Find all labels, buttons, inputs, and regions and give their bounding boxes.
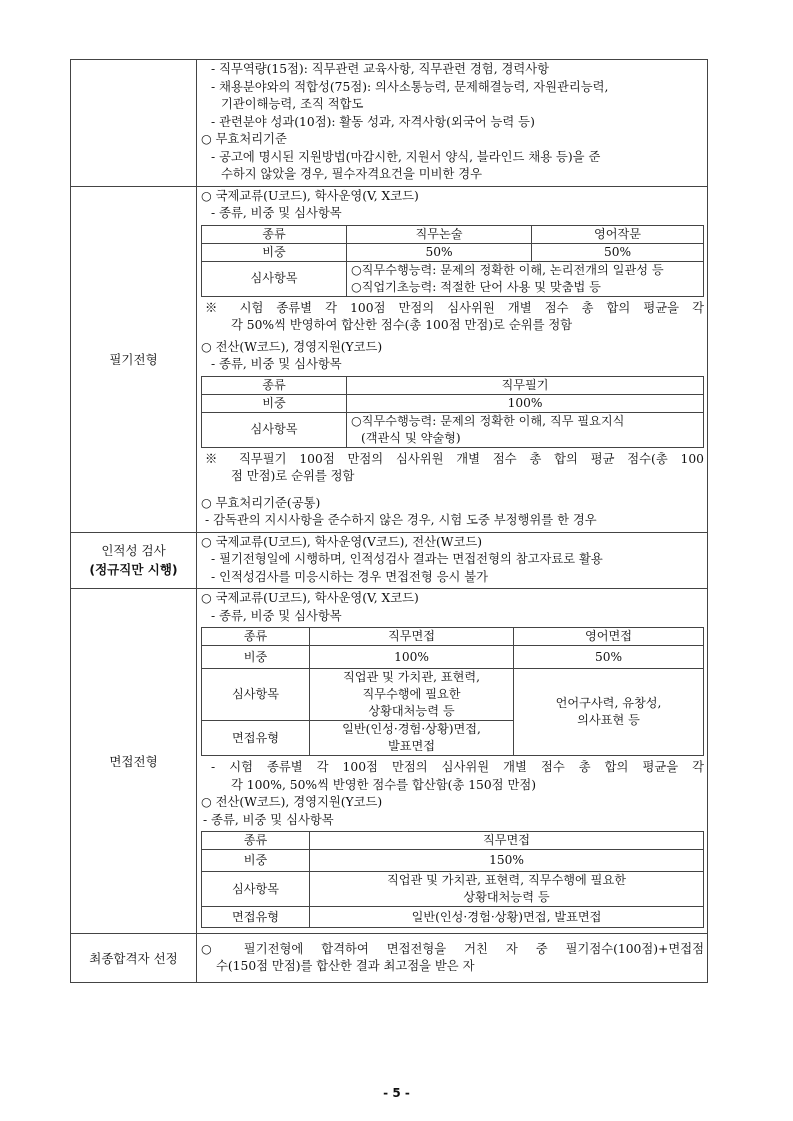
table-cell: 비중 [202,646,310,669]
note-line: 점 만점)로 순위를 정함 [231,469,355,483]
table-cell-items [310,872,704,907]
table-header-cell: 직무논술 [347,225,532,243]
label-line: 인적성 검사 [101,543,166,559]
table-header-cell: 영어면접 [514,628,704,646]
recruitment-table [70,59,708,983]
table-header-cell: 영어작문 [532,225,704,243]
final-selection-label: 최종합격자 선정 [71,934,197,983]
section-subheading: - 종류, 비중 및 심사항목 [203,812,334,827]
text-line: 발표면접 [387,739,436,753]
text-line: ○직무수행능력: 문제의 정확한 이해, 논리전개의 일관성 등 [351,262,664,277]
text-line: 직업관 및 가치관, 표현력, [342,670,481,684]
page-number: - 5 - [383,1086,410,1100]
document-review-label [71,60,197,187]
interview-label: 면접전형 [71,589,197,934]
final-selection-row [71,934,708,983]
text-line: 상황대처능력 등 [463,890,550,904]
text-line: - 필기전형일에 시행하며, 인적성검사 결과는 면접전형의 참고자료로 활용 [211,552,603,566]
table-cell: 100% [310,646,514,669]
note-line: ※ 시험 종류별 각 100점 만점의 심사위원 개별 점수 총 합의 평균을 각 [205,300,704,315]
table-cell: 면접유형 [202,721,310,756]
section-heading: ○ 전산(W코드), 경영지원(Y코드) [201,339,383,354]
written-exam-content [197,186,708,532]
table-cell: 50% [514,646,704,669]
text-line: ○직업기초능력: 적절한 단어 사용 및 맞춤법 등 [351,279,601,294]
table-cell-english [514,669,704,756]
section-heading: ○ 전산(W코드), 경영지원(Y코드) [201,795,383,809]
personality-test-label [71,532,197,589]
text-line: - 인적성검사를 미응시하는 경우 면접전형 응시 불가 [211,569,489,584]
text-line: 의사표현 등 [577,713,640,727]
table-cell: 비중 [202,243,347,261]
document-review-row [71,60,708,187]
table-cell: 150% [310,850,704,872]
table-cell: 면접유형 [202,907,310,928]
personality-test-row [71,532,708,589]
table-cell: 50% [347,243,532,261]
section-heading: ○ 국제교류(U코드), 학사운영(V코드), 전산(W코드) [201,534,483,549]
interview-content [197,589,708,934]
table-cell: 일반(인성·경험·상황)면접, 발표면접 [310,907,704,928]
table-cell: 50% [532,243,704,261]
interview-a-table [201,627,704,756]
table-header-cell: 직무면접 [310,832,704,850]
section-heading: ○ 국제교류(U코드), 학사운영(V, X코드) [201,591,419,605]
table-cell-items [347,261,704,296]
interview-row [71,589,708,934]
text-line: 상황대처능력 등 [368,704,455,718]
text-line: (객관식 및 약술형) [361,430,461,445]
label-line: (정규직만 시행) [89,562,178,578]
note-line: 각 100%, 50%씩 반영한 점수를 합산함(총 150점 만점) [231,777,537,792]
table-header-cell: 직무면접 [310,628,514,646]
table-cell: 비중 [202,394,347,412]
section-subheading: - 종류, 비중 및 심사항목 [211,608,342,623]
table-cell: 심사항목 [202,669,310,721]
text-line: 일반(인성·경험·상황)면접, [342,722,481,736]
text-line: - 공고에 명시된 지원방법(마감시한, 지원서 양식, 블라인드 채용 등)을 준 [211,149,601,164]
section-subheading: - 종류, 비중 및 심사항목 [211,357,342,371]
table-header-cell: 종류 [202,225,347,243]
written-a-table [201,225,704,297]
text-line: 기관이해능력, 조직 적합도 [221,97,364,111]
table-cell: 심사항목 [202,261,347,296]
text-line: - 관련분야 성과(10점): 활동 성과, 자격사항(외국어 능력 등) [211,114,535,129]
section-subheading: - 종류, 비중 및 심사항목 [211,206,342,220]
table-header-cell: 종류 [202,628,310,646]
text-line: 언어구사력, 유창성, [555,696,662,710]
text-line: 수하지 않았을 경우, 필수자격요건을 미비한 경우 [221,167,483,181]
written-exam-row [71,186,708,532]
interview-b-table [201,831,704,928]
note-line: 각 50%씩 반영하여 합산한 점수(총 100점 만점)로 순위를 정함 [231,318,573,332]
text-line: ○직무수행능력: 문제의 정확한 이해, 직무 필요지식 [351,413,625,428]
written-exam-label: 필기전형 [71,186,197,532]
text-line: ○ 필기전형에 합격하여 면접전형을 거친 자 중 필기점수(100점)+면접점 [201,941,704,956]
note-line: ※ 직무필기 100점 만점의 심사위원 개별 점수 총 합의 평균 점수(총 100 [205,451,704,466]
table-cell-type [310,721,514,756]
table-header-cell: 종류 [202,832,310,850]
text-line: ○ 무효처리기준 [201,132,287,146]
text-line: 수(150점 만점)를 합산한 결과 최고점을 받은 자 [216,959,475,973]
table-header-cell: 직무필기 [347,376,704,394]
section-heading: ○ 국제교류(U코드), 학사운영(V, X코드) [201,188,419,203]
text-line: 직업관 및 가치관, 표현력, 직무수행에 필요한 [386,873,627,887]
text-line: - 직무역량(15점): 직무관련 교육사항, 직무관련 경험, 경력사항 [211,62,550,76]
final-selection-content [197,934,708,983]
text-line: - 감독관의 지시사항을 준수하지 않은 경우, 시험 도중 부정행위를 한 경우 [205,513,597,527]
document-review-content [197,60,708,187]
table-cell: 비중 [202,850,310,872]
table-cell: 100% [347,394,704,412]
table-cell: 심사항목 [202,412,347,447]
table-cell-items [347,412,704,447]
written-b-table [201,376,704,448]
personality-test-content [197,532,708,589]
table-cell: 심사항목 [202,872,310,907]
text-line: 직무수행에 필요한 [362,687,461,701]
table-cell-items [310,669,514,721]
note-line: - 시험 종류별 각 100점 만점의 심사위원 개별 점수 총 합의 평균을 각 [211,760,704,774]
text-line: - 채용분야와의 적합성(75점): 의사소통능력, 문제해결능력, 자원관리능력, [211,79,609,94]
section-heading: ○ 무효처리기준(공통) [201,495,321,510]
table-header-cell: 종류 [202,376,347,394]
